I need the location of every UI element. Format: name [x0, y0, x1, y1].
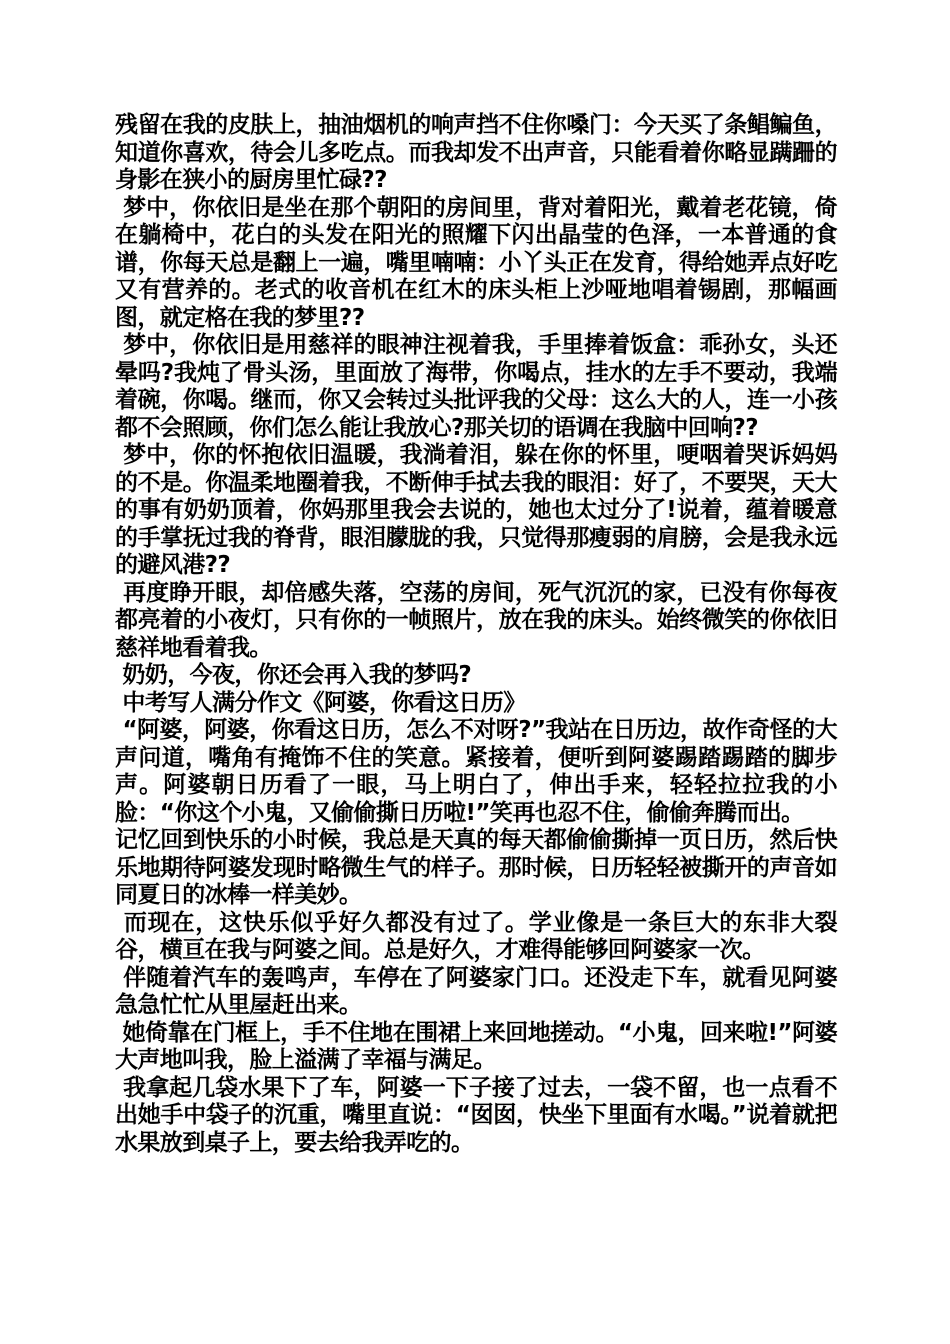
paragraph: 记忆回到快乐的小时候，我总是天真的每天都偷偷撕掉一页日历，然后快乐地期待阿婆发现时略微生气的样子。那时候，日历轻轻被撕开的声音如同夏日的冰棒一样美妙。	[115, 827, 837, 908]
essay-title: 中考写人满分作文《阿婆，你看这日历》	[115, 689, 526, 716]
paragraph: 奶奶，今夜，你还会再入我的梦吗?	[115, 662, 472, 688]
paragraph: “阿婆，阿婆，你看这日历，怎么不对呀?”我站在日历边，故作奇怪的大声问道，嘴角有掩饰不住的笑意。紧接着，便听到阿婆踢踏踢踏的脚步声。阿婆朝日历看了一眼，马上明白了，伸出手来，轻轻拉拉我的小脸：“你这个小鬼，又偷偷撕日历啦!”笑再也忍不住，偷偷奔腾而出。	[115, 717, 837, 826]
paragraph: 残留在我的皮肤上，抽油烟机的响声挡不住你嗓门：今天买了条鲳鳊鱼，知道你喜欢，待会儿多吃点。而我却发不出声音，只能看着你略显蹒跚的身影在狭小的厨房里忙碌??	[115, 112, 837, 193]
paragraph: 梦中，你依旧是用慈祥的眼神注视着我，手里捧着饭盒：乖孙女，头还晕吗?我炖了骨头汤，里面放了海带，你喝点，挂水的左手不要动，我端着碗，你喝。继而，你又会转过头批评我的父母：这么大的人，连一小孩都不会照顾，你们怎么能让我放心?那关切的语调在我脑中回响??	[115, 332, 837, 441]
paragraph: 梦中，你依旧是坐在那个朝阳的房间里，背对着阳光，戴着老花镜，倚在躺椅中，花白的头发在阳光的照耀下闪出晶莹的色泽，一本普通的食谱，你每天总是翻上一遍，嘴里喃喃：小丫头正在发育，得给她弄点好吃又有营养的。老式的收音机在红木的床头柜上沙哑地唱着锡剧，那幅画图，就定格在我的梦里??	[115, 194, 837, 331]
paragraph: 再度睁开眼，却倍感失落，空荡的房间，死气沉沉的家，已没有你每夜都亮着的小夜灯，只有你的一帧照片，放在我的床头。始终微笑的你依旧慈祥地看着我。	[115, 579, 837, 661]
paragraph: 梦中，你的怀抱依旧温暖，我淌着泪，躲在你的怀里，哽咽着哭诉妈妈的不是。你温柔地圈着我，不断伸手拭去我的眼泪：好了，不要哭，天大的事有奶奶顶着，你妈那里我会去说的，她也太过分了!说着，蕴着暖意的手掌抚过我的脊背，眼泪朦胧的我，只觉得那瘦弱的肩膀，会是我永远的避风港??	[115, 442, 837, 578]
paragraph: 我拿起几袋水果下了车，阿婆一下子接了过去，一袋不留，也一点看不出她手中袋子的沉重，嘴里直说：“囡囡，快坐下里面有水喝。”说着就把水果放到桌子上，要去给我弄吃的。	[115, 1074, 837, 1156]
paragraph: 她倚靠在门框上，手不住地在围裙上来回地搓动。“小鬼，回来啦!”阿婆大声地叫我，脸上溢满了幸福与满足。	[115, 1019, 837, 1073]
paragraph: 伴随着汽车的轰鸣声，车停在了阿婆家门口。还没走下车，就看见阿婆急急忙忙从里屋赶出来。	[115, 964, 837, 1018]
paragraph: 而现在，这快乐似乎好久都没有过了。学业像是一条巨大的东非大裂谷，横亘在我与阿婆之间。总是好久，才难得能够回阿婆家一次。	[115, 909, 837, 963]
document-body	[115, 112, 837, 1157]
